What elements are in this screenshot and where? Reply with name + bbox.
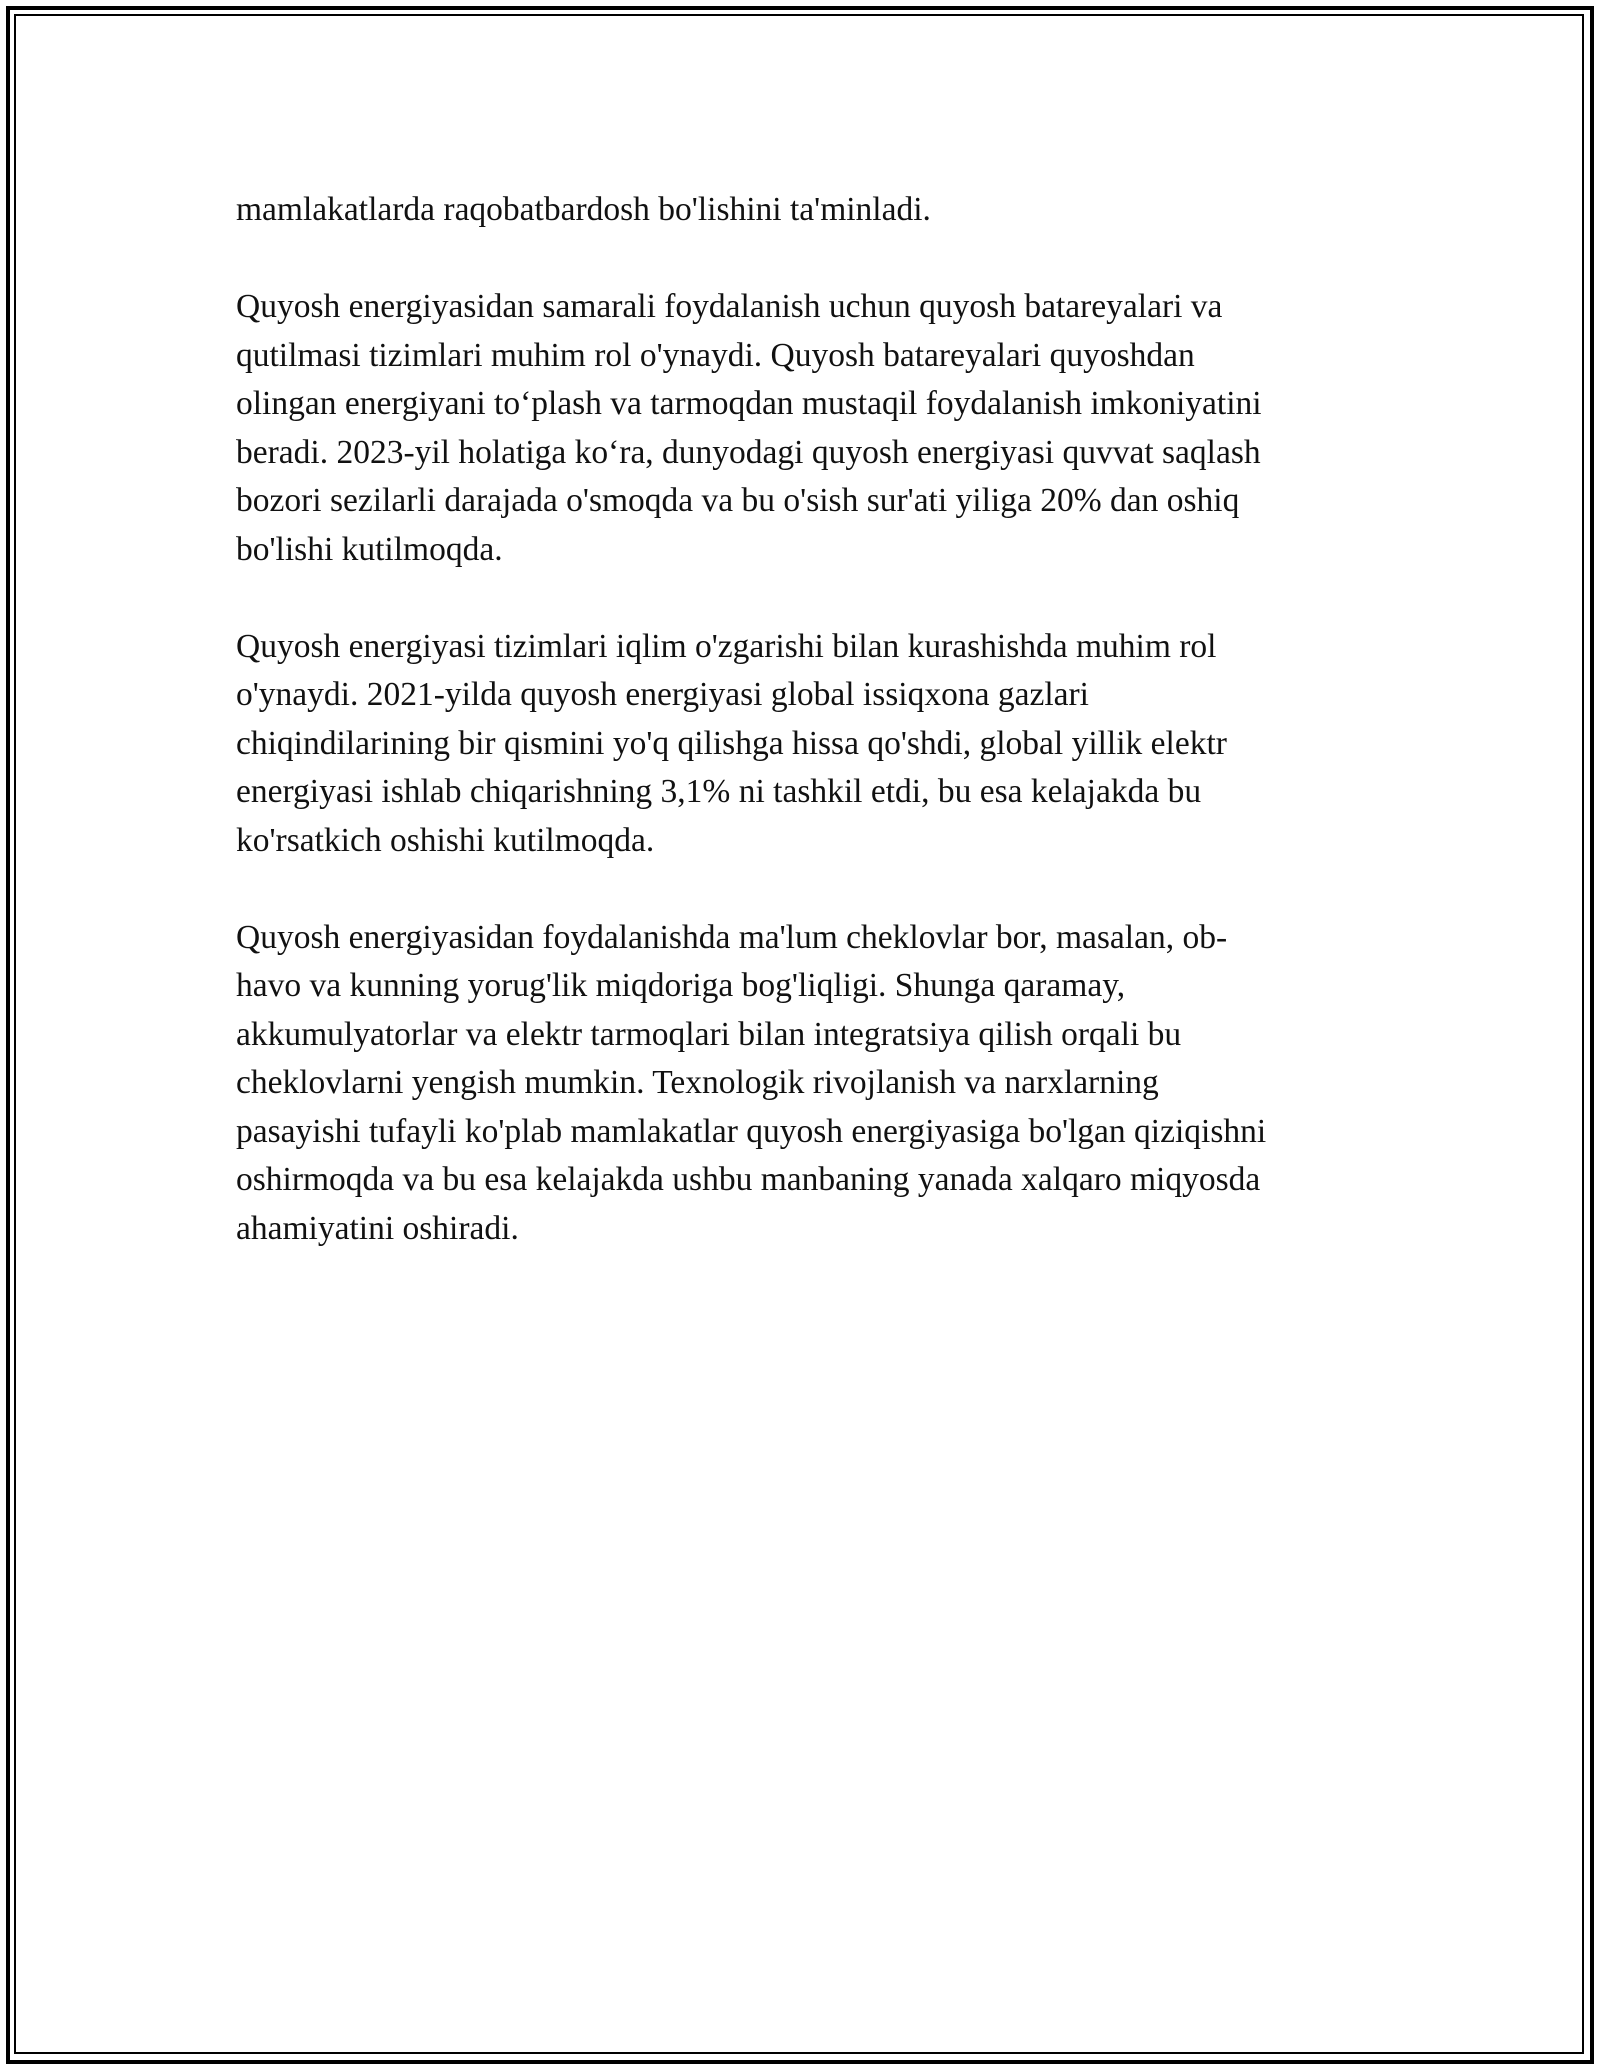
document-body (236, 186, 1386, 1302)
paragraph-3: Quyosh energiyasi tizimlari iqlim o'zgarishi bilan kurashishda muhim rol o'ynaydi. 2021-yilda quyosh energiyasi global issiqxona gazlari chiqindilarining bir qismini yo'q qilishga hissa qo'shdi, global yillik elektr energiyasi ishlab chiqarishning 3,1% ni tashkil etdi, bu esa kelajakda bu ko'rsatkich oshishi kutilmoqda. (236, 627, 1227, 859)
paragraph-1: mamlakatlarda raqobatbardosh bo'lishini ta'minladi. (236, 191, 931, 228)
paragraph-2: Quyosh energiyasidan samarali foydalanish uchun quyosh batareyalari va qutilmasi tizimlari muhim rol o'ynaydi. Quyosh batareyalari quyoshdan olingan energiyani to‘plash va tarmoqdan mustaqil foydalanish imkoniyatini beradi. 2023-yil holatiga ko‘ra, dunyodagi quyosh energiyasi quvvat saqlash bozori sezilarli darajada o'smoqda va bu o'sish sur'ati yiliga 20% dan oshiq bo'lishi kutilmoqda. (236, 288, 1262, 568)
paragraph-4: Quyosh energiyasidan foydalanishda ma'lum cheklovlar bor, masalan, ob- havo va kunning yorug'lik miqdoriga bog'liqligi. Shunga qaramay, akkumulyatorlar va elektr tarmoqlari bilan integratsiya qilish orqali bu cheklovlarni yengish mumkin. Texnologik rivojlanish va narxlarning pasayishi tufayli ko'plab mamlakatlar quyosh energiyasiga bo'lgan qiziqishni oshirmoqda va bu esa kelajakda ushbu manbaning yanada xalqaro miqyosda ahamiyatini oshiradi. (236, 918, 1267, 1247)
